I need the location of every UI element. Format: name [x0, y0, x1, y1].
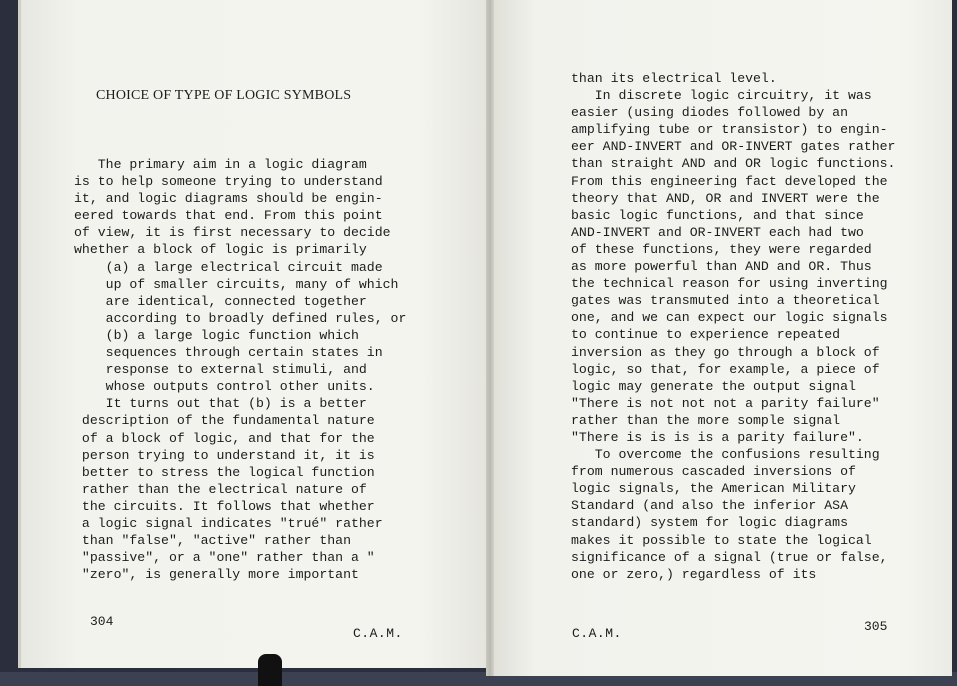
- right-page-number: 305: [864, 619, 888, 634]
- right-folio: C.A.M.: [572, 626, 622, 641]
- page-heading: CHOICE OF TYPE OF LOGIC SYMBOLS: [96, 88, 352, 103]
- left-body-text: [74, 156, 406, 583]
- bookmark-ribbon: [258, 654, 282, 686]
- text-line: is to help someone trying to understand: [74, 174, 383, 190]
- text-line: one, and we can expect our logic signals: [571, 310, 888, 326]
- text-line: makes it possible to state the logical: [571, 532, 872, 548]
- text-line: up of smaller circuits, many of which: [74, 276, 399, 292]
- text-line: from numerous cascaded inversions of: [571, 464, 856, 480]
- text-line: to continue to experience repeated: [571, 327, 841, 343]
- text-line: response to external stimuli, and: [74, 362, 367, 378]
- text-line: of a block of logic, and that for the: [74, 430, 375, 446]
- text-line: (a) a large electrical circuit made: [74, 259, 383, 275]
- text-line: of view, it is first necessary to decide: [74, 225, 391, 241]
- text-line: a logic signal indicates "trué" rather: [74, 515, 383, 531]
- text-line: it, and logic diagrams should be engin-: [74, 191, 383, 207]
- text-line: It turns out that (b) is a better: [74, 396, 367, 412]
- text-line: (b) a large logic function which: [74, 327, 359, 343]
- text-line: inversion as they go through a block of: [571, 344, 880, 360]
- text-line: Standard (and also the inferior ASA: [571, 498, 848, 514]
- text-line: the circuits. It follows that whether: [74, 498, 375, 514]
- text-line: than its electrical level.: [571, 71, 777, 86]
- text-line: person trying to understand it, it is: [74, 447, 375, 463]
- text-line: of these functions, they were regarded: [571, 241, 872, 257]
- text-line: "There is not not not a parity failure": [571, 395, 880, 411]
- text-line: AND-INVERT and OR-INVERT each had two: [571, 224, 864, 240]
- text-line: one or zero,) regardless of its: [571, 566, 817, 582]
- text-line: are identical, connected together: [74, 293, 367, 309]
- text-line: logic, so that, for example, a piece of: [571, 361, 880, 377]
- text-line: eer AND-INVERT and OR-INVERT gates rather: [571, 139, 896, 155]
- text-line: amplifying tube or transistor) to engin-: [571, 122, 888, 138]
- text-line: In discrete logic circuitry, it was: [571, 88, 872, 104]
- text-line: better to stress the logical function: [74, 464, 375, 480]
- left-folio: C.A.M.: [353, 626, 403, 641]
- text-line: rather than the more somple signal: [571, 412, 841, 428]
- text-line: sequences through certain states in: [74, 345, 383, 361]
- text-line: rather than the electrical nature of: [74, 481, 367, 497]
- text-line: significance of a signal (true or false,: [571, 549, 888, 565]
- text-line: gates was transmuted into a theoretical: [571, 293, 880, 309]
- text-line: as more powerful than AND and OR. Thus: [571, 259, 872, 275]
- text-line: whose outputs control other units.: [74, 379, 375, 395]
- text-line: "zero", is generally more important: [74, 567, 359, 583]
- text-line: "There is is is is a parity failure".: [571, 429, 864, 445]
- text-line: From this engineering fact developed the: [571, 173, 888, 189]
- left-page-number: 304: [90, 614, 114, 629]
- text-line: easier (using diodes followed by an: [571, 105, 848, 121]
- text-line: the technical reason for using inverting: [571, 276, 888, 292]
- text-line: eered towards that end. From this point: [74, 208, 383, 224]
- right-body-text: [571, 70, 895, 583]
- text-line: "passive", or a "one" rather than a ": [74, 550, 375, 566]
- text-line: The primary aim in a logic diagram: [74, 157, 367, 172]
- book-gutter: [486, 0, 494, 676]
- text-line: standard) system for logic diagrams: [571, 515, 848, 531]
- text-line: than straight AND and OR logic functions.: [571, 156, 896, 172]
- text-line: To overcome the confusions resulting: [571, 447, 880, 463]
- text-line: logic may generate the output signal: [571, 378, 856, 394]
- text-line: basic logic functions, and that since: [571, 207, 864, 223]
- text-line: theory that AND, OR and INVERT were the: [571, 190, 880, 206]
- text-line: description of the fundamental nature: [74, 413, 375, 429]
- text-line: whether a block of logic is primarily: [74, 242, 367, 258]
- text-line: logic signals, the American Military: [571, 481, 856, 497]
- text-line: than "false", "active" rather than: [74, 533, 351, 549]
- text-line: according to broadly defined rules, or: [74, 310, 407, 326]
